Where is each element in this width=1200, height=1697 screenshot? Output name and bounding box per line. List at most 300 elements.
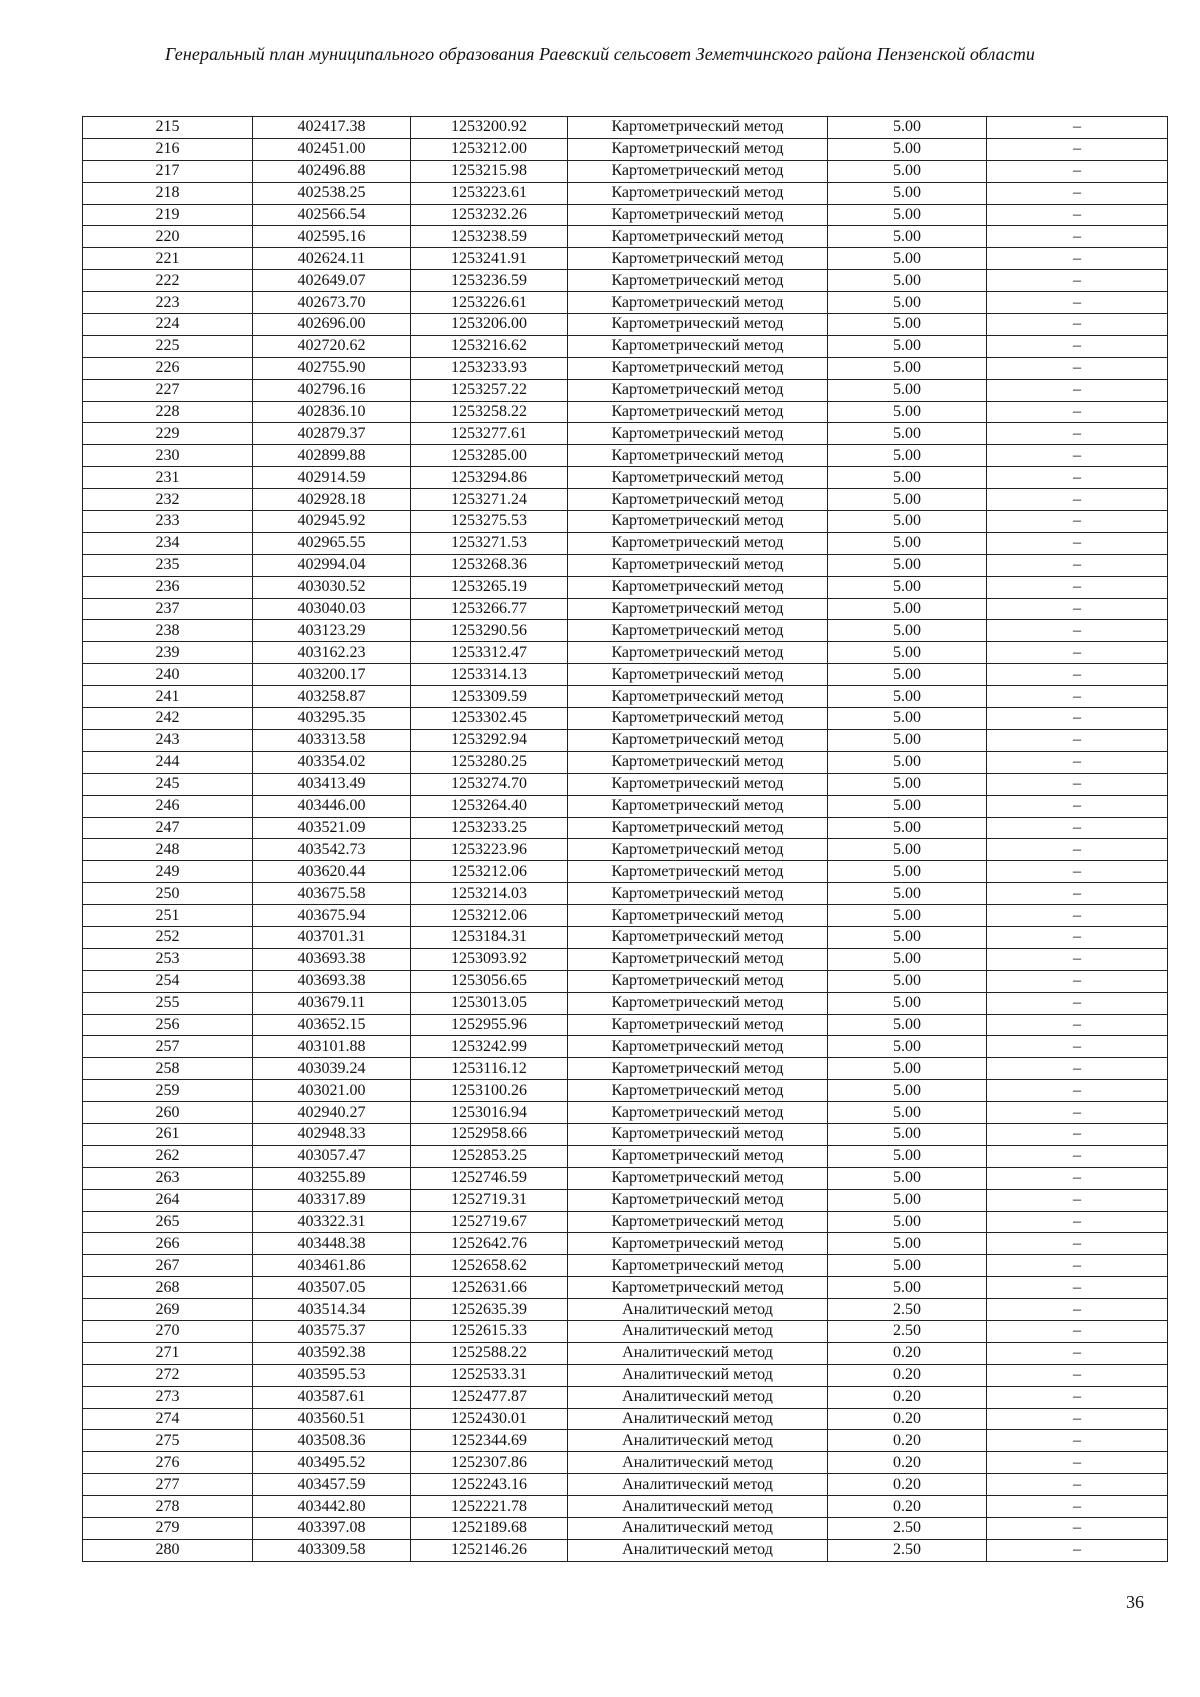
x-coordinate-cell: 403675.58 (253, 883, 411, 905)
x-coordinate-cell: 402451.00 (253, 138, 411, 160)
note-cell: – (987, 905, 1168, 927)
table-row (83, 270, 1168, 292)
table-row (83, 1364, 1168, 1386)
point-number-cell: 250 (83, 883, 253, 905)
note-cell: – (987, 926, 1168, 948)
y-coordinate-cell: 1253312.47 (411, 642, 568, 664)
x-coordinate-cell: 403507.05 (253, 1277, 411, 1299)
accuracy-cell: 5.00 (828, 1036, 987, 1058)
y-coordinate-cell: 1252430.01 (411, 1408, 568, 1430)
x-coordinate-cell: 403322.31 (253, 1211, 411, 1233)
y-coordinate-cell: 1253277.61 (411, 423, 568, 445)
y-coordinate-cell: 1253233.25 (411, 817, 568, 839)
table-row (83, 401, 1168, 423)
x-coordinate-cell: 402914.59 (253, 467, 411, 489)
point-number-cell: 247 (83, 817, 253, 839)
method-cell: Картометрический метод (568, 314, 828, 336)
note-cell: – (987, 117, 1168, 139)
note-cell: – (987, 839, 1168, 861)
point-number-cell: 242 (83, 708, 253, 730)
accuracy-cell: 5.00 (828, 773, 987, 795)
x-coordinate-cell: 403575.37 (253, 1320, 411, 1342)
y-coordinate-cell: 1253309.59 (411, 686, 568, 708)
method-cell: Картометрический метод (568, 1058, 828, 1080)
table-row (83, 554, 1168, 576)
y-coordinate-cell: 1253215.98 (411, 160, 568, 182)
x-coordinate-cell: 403030.52 (253, 576, 411, 598)
point-number-cell: 262 (83, 1145, 253, 1167)
point-number-cell: 269 (83, 1299, 253, 1321)
note-cell: – (987, 1518, 1168, 1540)
y-coordinate-cell: 1252588.22 (411, 1342, 568, 1364)
point-number-cell: 217 (83, 160, 253, 182)
accuracy-cell: 5.00 (828, 1145, 987, 1167)
method-cell: Картометрический метод (568, 948, 828, 970)
accuracy-cell: 5.00 (828, 729, 987, 751)
point-number-cell: 275 (83, 1430, 253, 1452)
y-coordinate-cell: 1252307.86 (411, 1452, 568, 1474)
accuracy-cell: 5.00 (828, 138, 987, 160)
table-row (83, 839, 1168, 861)
method-cell: Картометрический метод (568, 489, 828, 511)
accuracy-cell: 2.50 (828, 1518, 987, 1540)
accuracy-cell: 5.00 (828, 992, 987, 1014)
table-row (83, 445, 1168, 467)
x-coordinate-cell: 403693.38 (253, 970, 411, 992)
point-number-cell: 248 (83, 839, 253, 861)
x-coordinate-cell: 403508.36 (253, 1430, 411, 1452)
table-row (83, 379, 1168, 401)
x-coordinate-cell: 403397.08 (253, 1518, 411, 1540)
x-coordinate-cell: 403693.38 (253, 948, 411, 970)
point-number-cell: 276 (83, 1452, 253, 1474)
x-coordinate-cell: 403587.61 (253, 1386, 411, 1408)
point-number-cell: 260 (83, 1102, 253, 1124)
method-cell: Картометрический метод (568, 664, 828, 686)
note-cell: – (987, 992, 1168, 1014)
accuracy-cell: 5.00 (828, 970, 987, 992)
accuracy-cell: 5.00 (828, 948, 987, 970)
table-row (83, 576, 1168, 598)
note-cell: – (987, 335, 1168, 357)
point-number-cell: 239 (83, 642, 253, 664)
point-number-cell: 268 (83, 1277, 253, 1299)
table-row (83, 292, 1168, 314)
method-cell: Аналитический метод (568, 1474, 828, 1496)
table-row (83, 1058, 1168, 1080)
note-cell: – (987, 642, 1168, 664)
x-coordinate-cell: 402755.90 (253, 357, 411, 379)
accuracy-cell: 2.50 (828, 1299, 987, 1321)
table-row (83, 1474, 1168, 1496)
table-row (83, 467, 1168, 489)
point-number-cell: 270 (83, 1320, 253, 1342)
method-cell: Аналитический метод (568, 1386, 828, 1408)
method-cell: Картометрический метод (568, 686, 828, 708)
point-number-cell: 267 (83, 1255, 253, 1277)
note-cell: – (987, 1102, 1168, 1124)
point-number-cell: 220 (83, 226, 253, 248)
point-number-cell: 255 (83, 992, 253, 1014)
accuracy-cell: 0.20 (828, 1452, 987, 1474)
point-number-cell: 266 (83, 1233, 253, 1255)
coordinates-table (82, 116, 1168, 1562)
accuracy-cell: 5.00 (828, 182, 987, 204)
method-cell: Картометрический метод (568, 751, 828, 773)
accuracy-cell: 5.00 (828, 1211, 987, 1233)
point-number-cell: 246 (83, 795, 253, 817)
method-cell: Картометрический метод (568, 532, 828, 554)
method-cell: Аналитический метод (568, 1430, 828, 1452)
y-coordinate-cell: 1253271.53 (411, 532, 568, 554)
y-coordinate-cell: 1253314.13 (411, 664, 568, 686)
table-row (83, 511, 1168, 533)
note-cell: – (987, 182, 1168, 204)
point-number-cell: 231 (83, 467, 253, 489)
x-coordinate-cell: 403057.47 (253, 1145, 411, 1167)
note-cell: – (987, 1342, 1168, 1364)
y-coordinate-cell: 1253214.03 (411, 883, 568, 905)
table-row (83, 926, 1168, 948)
table-row (83, 1430, 1168, 1452)
point-number-cell: 252 (83, 926, 253, 948)
method-cell: Картометрический метод (568, 598, 828, 620)
table-body (83, 117, 1168, 1562)
point-number-cell: 261 (83, 1123, 253, 1145)
accuracy-cell: 5.00 (828, 379, 987, 401)
point-number-cell: 258 (83, 1058, 253, 1080)
method-cell: Картометрический метод (568, 554, 828, 576)
table-row (83, 1277, 1168, 1299)
accuracy-cell: 5.00 (828, 642, 987, 664)
note-cell: – (987, 138, 1168, 160)
method-cell: Картометрический метод (568, 248, 828, 270)
accuracy-cell: 5.00 (828, 708, 987, 730)
x-coordinate-cell: 403652.15 (253, 1014, 411, 1036)
point-number-cell: 278 (83, 1496, 253, 1518)
x-coordinate-cell: 402945.92 (253, 511, 411, 533)
method-cell: Картометрический метод (568, 817, 828, 839)
x-coordinate-cell: 403101.88 (253, 1036, 411, 1058)
y-coordinate-cell: 1253212.06 (411, 861, 568, 883)
x-coordinate-cell: 403701.31 (253, 926, 411, 948)
accuracy-cell: 2.50 (828, 1320, 987, 1342)
note-cell: – (987, 729, 1168, 751)
table-row (83, 357, 1168, 379)
y-coordinate-cell: 1253285.00 (411, 445, 568, 467)
table-row (83, 532, 1168, 554)
x-coordinate-cell: 402624.11 (253, 248, 411, 270)
x-coordinate-cell: 403560.51 (253, 1408, 411, 1430)
note-cell: – (987, 532, 1168, 554)
table-row (83, 905, 1168, 927)
note-cell: – (987, 554, 1168, 576)
table-row (83, 138, 1168, 160)
accuracy-cell: 5.00 (828, 204, 987, 226)
accuracy-cell: 5.00 (828, 598, 987, 620)
y-coordinate-cell: 1253232.26 (411, 204, 568, 226)
method-cell: Картометрический метод (568, 708, 828, 730)
point-number-cell: 244 (83, 751, 253, 773)
table-row (83, 1408, 1168, 1430)
y-coordinate-cell: 1253302.45 (411, 708, 568, 730)
method-cell: Картометрический метод (568, 992, 828, 1014)
y-coordinate-cell: 1252746.59 (411, 1167, 568, 1189)
note-cell: – (987, 708, 1168, 730)
point-number-cell: 240 (83, 664, 253, 686)
y-coordinate-cell: 1252958.66 (411, 1123, 568, 1145)
point-number-cell: 271 (83, 1342, 253, 1364)
note-cell: – (987, 576, 1168, 598)
method-cell: Картометрический метод (568, 1123, 828, 1145)
accuracy-cell: 0.20 (828, 1496, 987, 1518)
y-coordinate-cell: 1252477.87 (411, 1386, 568, 1408)
method-cell: Картометрический метод (568, 379, 828, 401)
note-cell: – (987, 511, 1168, 533)
method-cell: Картометрический метод (568, 182, 828, 204)
x-coordinate-cell: 403039.24 (253, 1058, 411, 1080)
accuracy-cell: 5.00 (828, 335, 987, 357)
table-row (83, 182, 1168, 204)
note-cell: – (987, 1036, 1168, 1058)
x-coordinate-cell: 403123.29 (253, 620, 411, 642)
x-coordinate-cell: 402538.25 (253, 182, 411, 204)
x-coordinate-cell: 402899.88 (253, 445, 411, 467)
note-cell: – (987, 379, 1168, 401)
method-cell: Картометрический метод (568, 1167, 828, 1189)
note-cell: – (987, 620, 1168, 642)
y-coordinate-cell: 1252189.68 (411, 1518, 568, 1540)
note-cell: – (987, 1539, 1168, 1561)
y-coordinate-cell: 1252719.31 (411, 1189, 568, 1211)
x-coordinate-cell: 402566.54 (253, 204, 411, 226)
note-cell: – (987, 1058, 1168, 1080)
note-cell: – (987, 751, 1168, 773)
y-coordinate-cell: 1252243.16 (411, 1474, 568, 1496)
accuracy-cell: 5.00 (828, 1123, 987, 1145)
accuracy-cell: 5.00 (828, 817, 987, 839)
note-cell: – (987, 598, 1168, 620)
y-coordinate-cell: 1253275.53 (411, 511, 568, 533)
x-coordinate-cell: 403446.00 (253, 795, 411, 817)
x-coordinate-cell: 402417.38 (253, 117, 411, 139)
x-coordinate-cell: 402994.04 (253, 554, 411, 576)
note-cell: – (987, 401, 1168, 423)
x-coordinate-cell: 402836.10 (253, 401, 411, 423)
note-cell: – (987, 248, 1168, 270)
table-row (83, 1452, 1168, 1474)
accuracy-cell: 5.00 (828, 489, 987, 511)
y-coordinate-cell: 1253241.91 (411, 248, 568, 270)
y-coordinate-cell: 1253100.26 (411, 1080, 568, 1102)
note-cell: – (987, 1189, 1168, 1211)
table-row (83, 489, 1168, 511)
note-cell: – (987, 270, 1168, 292)
method-cell: Картометрический метод (568, 1211, 828, 1233)
note-cell: – (987, 1123, 1168, 1145)
x-coordinate-cell: 403258.87 (253, 686, 411, 708)
accuracy-cell: 5.00 (828, 117, 987, 139)
point-number-cell: 245 (83, 773, 253, 795)
method-cell: Картометрический метод (568, 335, 828, 357)
y-coordinate-cell: 1253242.99 (411, 1036, 568, 1058)
point-number-cell: 280 (83, 1539, 253, 1561)
table-row (83, 1255, 1168, 1277)
accuracy-cell: 5.00 (828, 795, 987, 817)
note-cell: – (987, 664, 1168, 686)
point-number-cell: 232 (83, 489, 253, 511)
y-coordinate-cell: 1252221.78 (411, 1496, 568, 1518)
note-cell: – (987, 1145, 1168, 1167)
y-coordinate-cell: 1253266.77 (411, 598, 568, 620)
table-row (83, 1036, 1168, 1058)
accuracy-cell: 5.00 (828, 1189, 987, 1211)
point-number-cell: 264 (83, 1189, 253, 1211)
y-coordinate-cell: 1253238.59 (411, 226, 568, 248)
table-row (83, 1320, 1168, 1342)
point-number-cell: 265 (83, 1211, 253, 1233)
table-row (83, 1386, 1168, 1408)
point-number-cell: 228 (83, 401, 253, 423)
page-number: 36 (1126, 1592, 1144, 1612)
table-row (83, 817, 1168, 839)
x-coordinate-cell: 403309.58 (253, 1539, 411, 1561)
x-coordinate-cell: 403295.35 (253, 708, 411, 730)
x-coordinate-cell: 402796.16 (253, 379, 411, 401)
x-coordinate-cell: 402649.07 (253, 270, 411, 292)
x-coordinate-cell: 403200.17 (253, 664, 411, 686)
accuracy-cell: 2.50 (828, 1539, 987, 1561)
y-coordinate-cell: 1253268.36 (411, 554, 568, 576)
table-row (83, 1014, 1168, 1036)
accuracy-cell: 5.00 (828, 839, 987, 861)
point-number-cell: 274 (83, 1408, 253, 1430)
x-coordinate-cell: 403461.86 (253, 1255, 411, 1277)
method-cell: Картометрический метод (568, 423, 828, 445)
method-cell: Картометрический метод (568, 467, 828, 489)
point-number-cell: 243 (83, 729, 253, 751)
method-cell: Аналитический метод (568, 1496, 828, 1518)
note-cell: – (987, 773, 1168, 795)
accuracy-cell: 5.00 (828, 686, 987, 708)
method-cell: Картометрический метод (568, 926, 828, 948)
note-cell: – (987, 292, 1168, 314)
note-cell: – (987, 1320, 1168, 1342)
accuracy-cell: 5.00 (828, 620, 987, 642)
point-number-cell: 254 (83, 970, 253, 992)
method-cell: Картометрический метод (568, 270, 828, 292)
table-row (83, 664, 1168, 686)
note-cell: – (987, 1014, 1168, 1036)
table-row (83, 204, 1168, 226)
y-coordinate-cell: 1253093.92 (411, 948, 568, 970)
y-coordinate-cell: 1252533.31 (411, 1364, 568, 1386)
method-cell: Картометрический метод (568, 226, 828, 248)
table-row (83, 992, 1168, 1014)
y-coordinate-cell: 1253236.59 (411, 270, 568, 292)
method-cell: Картометрический метод (568, 1189, 828, 1211)
method-cell: Картометрический метод (568, 795, 828, 817)
x-coordinate-cell: 403413.49 (253, 773, 411, 795)
x-coordinate-cell: 403313.58 (253, 729, 411, 751)
accuracy-cell: 0.20 (828, 1342, 987, 1364)
accuracy-cell: 5.00 (828, 1058, 987, 1080)
point-number-cell: 229 (83, 423, 253, 445)
point-number-cell: 215 (83, 117, 253, 139)
table-row (83, 1211, 1168, 1233)
method-cell: Картометрический метод (568, 357, 828, 379)
y-coordinate-cell: 1253116.12 (411, 1058, 568, 1080)
table-row (83, 248, 1168, 270)
y-coordinate-cell: 1252146.26 (411, 1539, 568, 1561)
table-row (83, 729, 1168, 751)
table-row (83, 751, 1168, 773)
x-coordinate-cell: 402965.55 (253, 532, 411, 554)
x-coordinate-cell: 403040.03 (253, 598, 411, 620)
method-cell: Картометрический метод (568, 160, 828, 182)
x-coordinate-cell: 403448.38 (253, 1233, 411, 1255)
y-coordinate-cell: 1253226.61 (411, 292, 568, 314)
table-row (83, 883, 1168, 905)
y-coordinate-cell: 1253212.00 (411, 138, 568, 160)
point-number-cell: 221 (83, 248, 253, 270)
x-coordinate-cell: 402720.62 (253, 335, 411, 357)
y-coordinate-cell: 1252635.39 (411, 1299, 568, 1321)
note-cell: – (987, 1211, 1168, 1233)
accuracy-cell: 0.20 (828, 1474, 987, 1496)
point-number-cell: 279 (83, 1518, 253, 1540)
x-coordinate-cell: 402673.70 (253, 292, 411, 314)
accuracy-cell: 5.00 (828, 248, 987, 270)
x-coordinate-cell: 403495.52 (253, 1452, 411, 1474)
y-coordinate-cell: 1253216.62 (411, 335, 568, 357)
point-number-cell: 272 (83, 1364, 253, 1386)
accuracy-cell: 5.00 (828, 883, 987, 905)
table-row (83, 160, 1168, 182)
note-cell: – (987, 445, 1168, 467)
note-cell: – (987, 686, 1168, 708)
y-coordinate-cell: 1253200.92 (411, 117, 568, 139)
y-coordinate-cell: 1253013.05 (411, 992, 568, 1014)
note-cell: – (987, 1255, 1168, 1277)
note-cell: – (987, 1452, 1168, 1474)
y-coordinate-cell: 1252719.67 (411, 1211, 568, 1233)
x-coordinate-cell: 403457.59 (253, 1474, 411, 1496)
point-number-cell: 238 (83, 620, 253, 642)
accuracy-cell: 5.00 (828, 1255, 987, 1277)
method-cell: Аналитический метод (568, 1452, 828, 1474)
note-cell: – (987, 861, 1168, 883)
x-coordinate-cell: 403521.09 (253, 817, 411, 839)
point-number-cell: 256 (83, 1014, 253, 1036)
y-coordinate-cell: 1253258.22 (411, 401, 568, 423)
table-row (83, 226, 1168, 248)
accuracy-cell: 5.00 (828, 576, 987, 598)
method-cell: Аналитический метод (568, 1320, 828, 1342)
x-coordinate-cell: 403595.53 (253, 1364, 411, 1386)
y-coordinate-cell: 1252642.76 (411, 1233, 568, 1255)
method-cell: Картометрический метод (568, 138, 828, 160)
x-coordinate-cell: 403679.11 (253, 992, 411, 1014)
y-coordinate-cell: 1253233.93 (411, 357, 568, 379)
method-cell: Картометрический метод (568, 1277, 828, 1299)
x-coordinate-cell: 403442.80 (253, 1496, 411, 1518)
note-cell: – (987, 1386, 1168, 1408)
note-cell: – (987, 423, 1168, 445)
method-cell: Аналитический метод (568, 1342, 828, 1364)
table-row (83, 773, 1168, 795)
point-number-cell: 273 (83, 1386, 253, 1408)
